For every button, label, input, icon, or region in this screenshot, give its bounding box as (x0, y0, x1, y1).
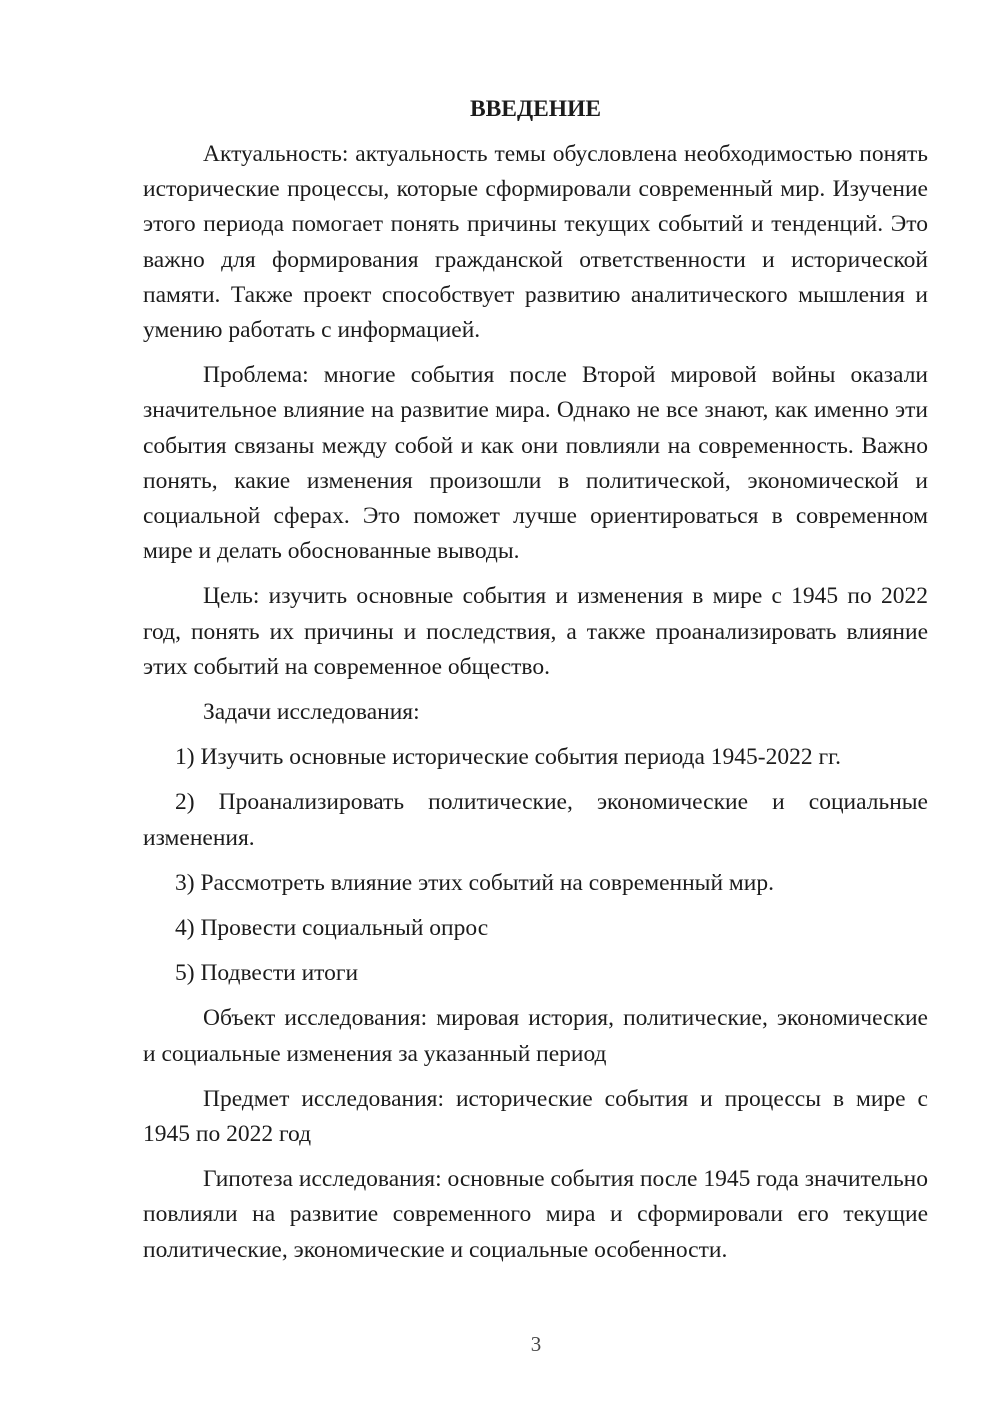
paragraph-problem: Проблема: многие события после Второй мировой войны оказали значительное влияние на развитие мира. Однако не все знают, как именно эти события связаны между собой и как они повлияли на современность. Важно понять, какие изменения произошли в политической, экономической и социальной сферах. Это поможет лучше ориентироваться в современном мире и делать обоснованные выводы. (143, 362, 928, 565)
section-title: ВВЕДЕНИЕ (469, 96, 602, 122)
page-content (143, 92, 928, 1278)
task-item: 2) Проанализировать политические, экономические и социальные изменения. (143, 789, 928, 851)
task-item: 3) Рассмотреть влияние этих событий на современный мир. (175, 869, 774, 896)
task-item: 5) Подвести итоги (175, 960, 359, 987)
paragraph-tasks-heading: Задачи исследования: (203, 699, 420, 726)
page-number: 3 (530, 1332, 542, 1356)
paragraph-goal: Цель: изучить основные события и изменения в мире с 1945 по 2022 год, понять их причины и последствия, а также проанализировать влияние этих событий на современное общество. (143, 583, 928, 680)
task-item: 1) Изучить основные исторические события периода 1945-2022 гг. (175, 744, 842, 771)
paragraph-object: Объект исследования: мировая история, политические, экономические и социальные изменения за указанный период (143, 1005, 928, 1067)
paragraph-hypothesis: Гипотеза исследования: основные события после 1945 года значительно повлияли на развитие современного мира и сформировали его текущие политические, экономические и социальные особенности. (143, 1166, 928, 1263)
paragraph-subject: Предмет исследования: исторические события и процессы в мире с 1945 по 2022 год (143, 1085, 928, 1148)
task-item: 4) Провести социальный опрос (175, 915, 489, 942)
paragraph-relevance: Актуальность: актуальность темы обусловлена необходимостью понять исторические процессы, которые сформировали современный мир. Изучение этого периода помогает понять причины текущих событий и тенденций. Это важно для формирования гражданской ответственности и исторической памяти. Также проект способствует развитию аналитического мышления и умению работать с информацией. (143, 141, 928, 344)
